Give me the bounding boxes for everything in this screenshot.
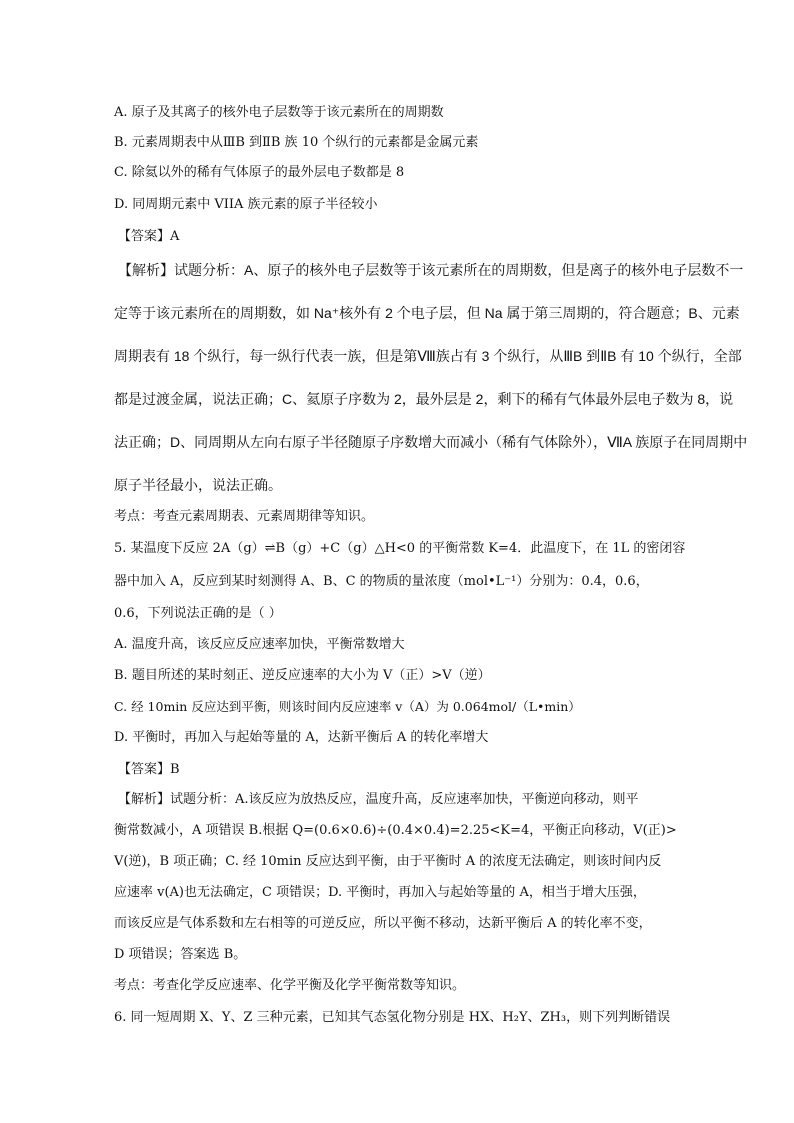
q5-analysis-line-1: 【解析】试题分析：A.该反应为放热反应，温度升高，反应速率加快，平衡逆向移动，则平 xyxy=(118,792,639,807)
q5-option-a: A. 温度升高，该反应反应速率加快，平衡常数增大 xyxy=(114,637,405,652)
q4-point: 考点：考查元素周期表、元素周期律等知识。 xyxy=(114,509,375,524)
q5-option-b: B. 题目所述的某时刻正、逆反应速率的大小为 V（正）>V（逆） xyxy=(114,668,491,683)
q5-point: 考点：考查化学反应速率、化学平衡及化学平衡常数等知识。 xyxy=(114,978,466,993)
q4-analysis-line-4: 都是过渡金属，说法正确；C、氦原子序数为 2，最外层是 2，剩下的稀有气体最外层电子数为 8，说 xyxy=(114,391,734,407)
q6-stem-line-1: 6. 同一短周期 X、Y、Z 三种元素，已知其气态氢化物分别是 HX、H₂Y、ZH₃，则下列判断错误 xyxy=(114,1010,671,1025)
q5-analysis-line-3: V(逆)，B 项正确；C. 经 10min 反应达到平衡，由于平衡时 A 的浓度无法确定，则该时间内反 xyxy=(114,854,662,869)
q4-analysis-line-6: 原子半径最小，说法正确。 xyxy=(114,477,282,493)
q5-option-d: D. 平衡时，再加入与起始等量的 A，达新平衡后 A 的转化率增大 xyxy=(114,730,489,745)
q5-stem-line-2: 器中加入 A，反应到某时刻测得 A、B、C 的物质的量浓度（mol•L⁻¹）分别为：0.4，0.6， xyxy=(114,574,649,589)
q5-stem-line-3: 0.6，下列说法正确的是（ ） xyxy=(114,606,282,621)
q5-option-c: C. 经 10min 反应达到平衡，则该时间内反应速率 v（A）为 0.064mol/（L•min） xyxy=(114,699,581,714)
q5-analysis-line-2: 衡常数减小，A 项错误 B.根据 Q=(0.6×0.6)÷(0.4×0.4)=2.25<K=4，平衡正向移动，V(正)> xyxy=(114,823,677,838)
q4-analysis-line-1: 【解析】试题分析：A、原子的核外电子层数等于该元素所在的周期数，但是离子的核外电子层数不一 xyxy=(118,262,744,278)
q5-analysis-line-4: 应速率 v(A)也无法确定，C 项错误；D. 平衡时，再加入与起始等量的 A，相当于增大压强， xyxy=(114,885,646,900)
q4-analysis-line-3: 周期表有 18 个纵行，每一纵行代表一族，但是第Ⅷ族占有 3 个纵行，从ⅢB 到ⅡB 有 10 个纵行，全部 xyxy=(114,348,742,364)
q5-analysis-line-5: 而该反应是气体系数和左右相等的可逆反应，所以平衡不移动，达新平衡后 A 的转化率不变， xyxy=(114,916,652,931)
q5-stem-line-1: 5. 某温度下反应 2A（g）⇌B（g）+C（g）△H<0 的平衡常数 K=4．此温度下，在 1L 的密闭容 xyxy=(114,541,686,556)
q4-option-a: A. 原子及其离子的核外电子层数等于该元素所在的周期数 xyxy=(114,105,444,120)
q5-answer: 【答案】B xyxy=(118,762,180,777)
q4-answer: 【答案】A xyxy=(118,229,180,244)
q4-analysis-line-2: 定等于该元素所在的周期数，如 Na⁺核外有 2 个电子层，但 Na 属于第三周期的，符合题意；B、元素 xyxy=(114,305,740,321)
q4-option-c: C. 除氦以外的稀有气体原子的最外层电子数都是 8 xyxy=(114,165,405,180)
q4-option-b: B. 元素周期表中从ⅢB 到ⅡB 族 10 个纵行的元素都是金属元素 xyxy=(114,135,479,150)
q4-option-d: D. 同周期元素中 VIIA 族元素的原子半径较小 xyxy=(114,197,378,212)
q4-analysis-line-5: 法正确；D、同周期从左向右原子半径随原子序数增大而减小（稀有气体除外），ⅦA 族原子在同周期中 xyxy=(114,434,748,450)
q5-analysis-line-6: D 项错误；答案选 B。 xyxy=(114,947,247,962)
